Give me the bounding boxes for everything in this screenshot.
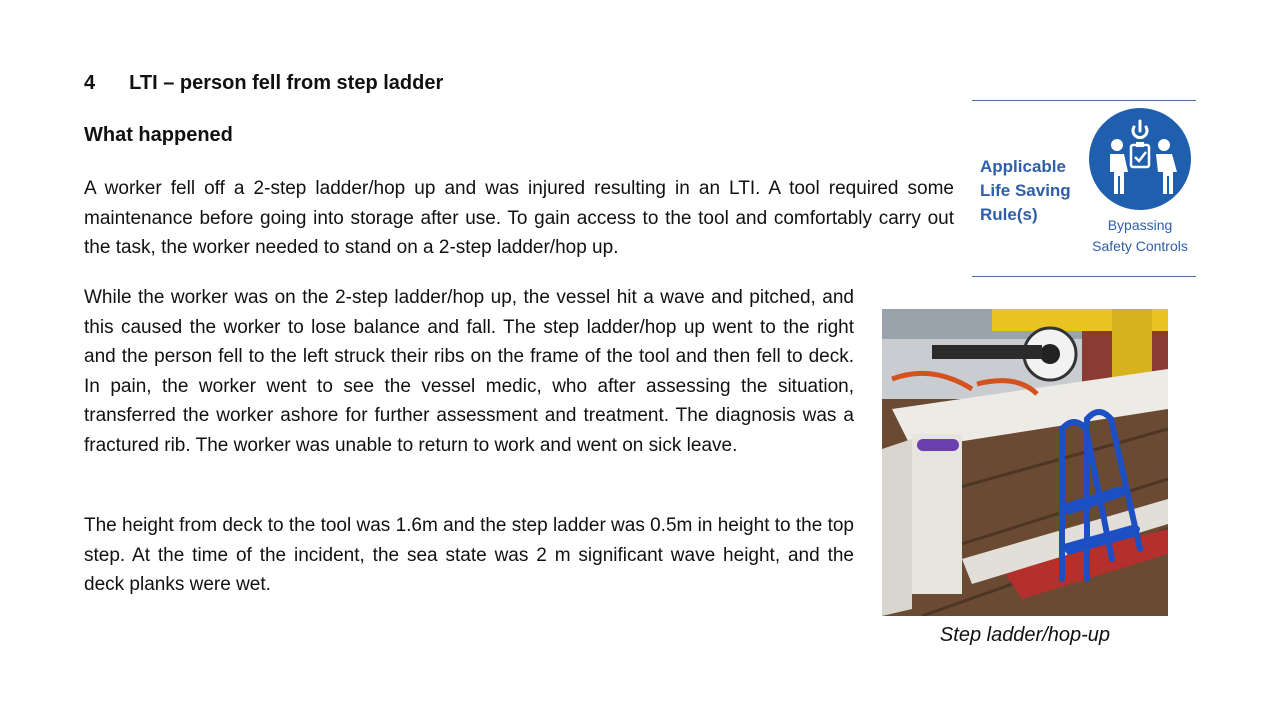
paragraph-intro: A worker fell off a 2-step ladder/hop up and was injured resulting in an LTI. A tool required some maintenance before going into storage after use. To gain access to the tool and comfortably carry out the task, the worker needed to stand on a 2-step ladder/hop up. <box>84 178 954 258</box>
what-happened-heading: What happened <box>84 124 233 146</box>
step-ladder-photo <box>882 309 1168 616</box>
bypassing-safety-controls-icon <box>1088 107 1192 211</box>
section-title: LTI – person fell from step ladder <box>129 72 444 94</box>
life-saving-rule-label: Bypassing Safety Controls <box>1092 217 1188 254</box>
life-saving-rules-title: Applicable Life Saving Rule(s) <box>980 157 1071 224</box>
photo-caption: Step ladder/hop-up <box>939 624 1111 646</box>
paragraph-incident: While the worker was on the 2-step ladder/hop up, the vessel hit a wave and pitched, and this caused the worker to lose balance and fall. The step ladder/hop up went to the right and the person fell to the left struck their ribs on the frame of the tool and then fell to deck. In pain, the worker went to see the vessel medic, who after assessing the situation, transferred the worker ashore for further assessment and treatment. The diagnosis was a fractured rib. The worker was unable to return to work and went on sick leave. <box>84 287 854 456</box>
life-saving-rules-panel <box>972 100 1196 277</box>
paragraph-conditions: The height from deck to the tool was 1.6m and the step ladder was 0.5m in height to the top step. At the time of the incident, the sea state was 2 m significant wave height, and the deck planks were wet. <box>84 515 854 595</box>
section-number: 4 <box>84 72 96 94</box>
section-heading <box>84 72 443 95</box>
